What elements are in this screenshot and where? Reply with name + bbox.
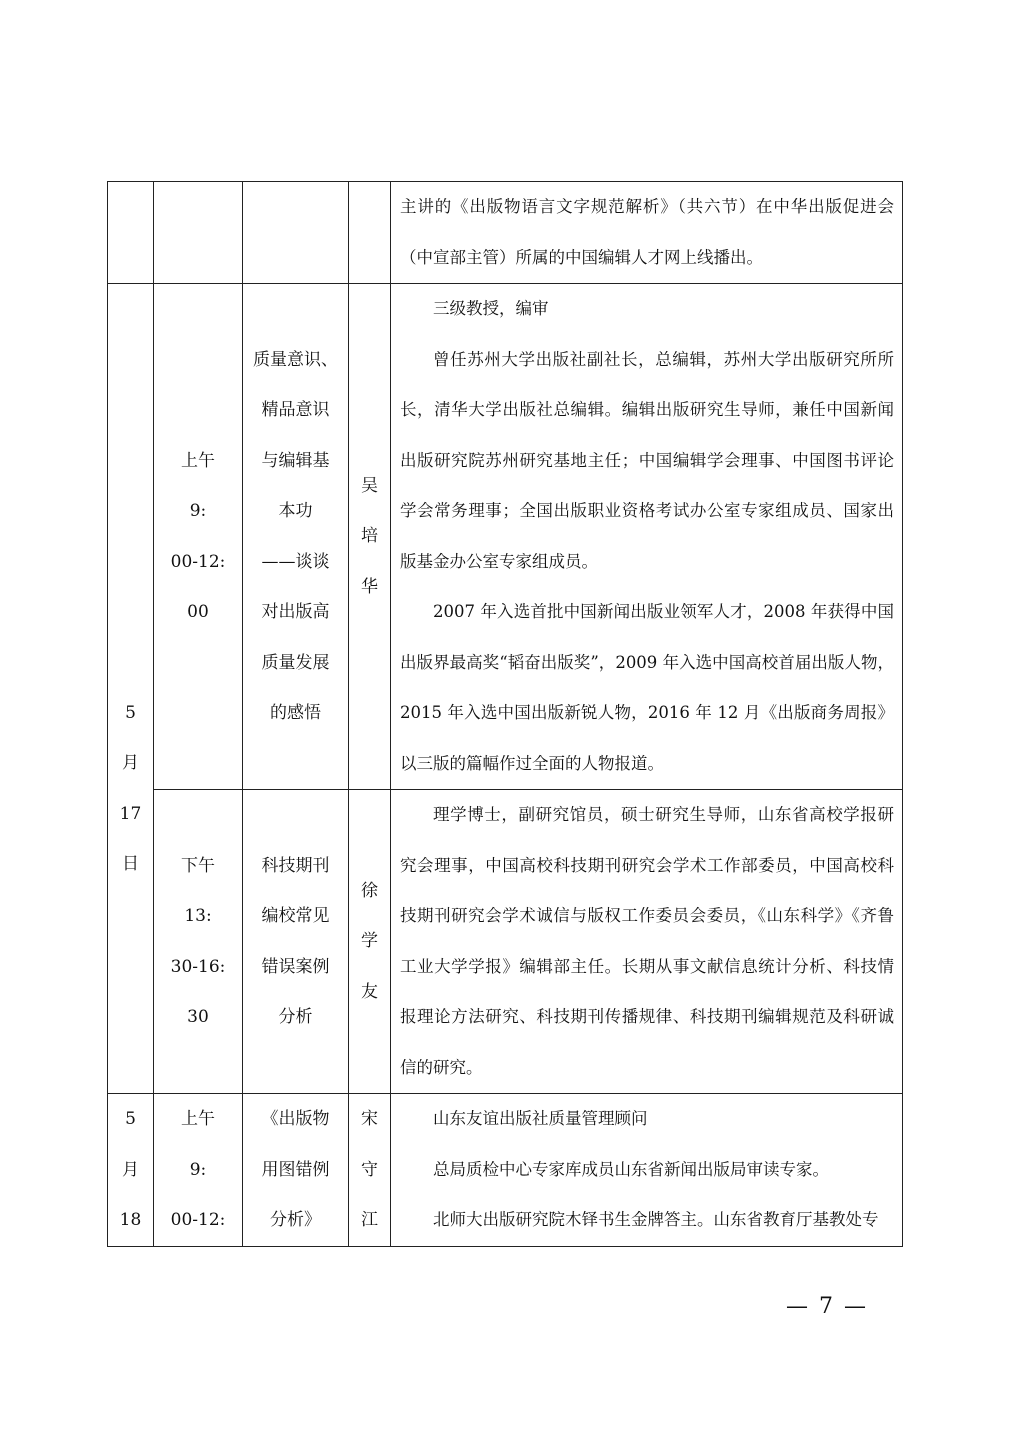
date-line: 月 (122, 753, 139, 773)
topic-line: 编校常见 (261, 906, 330, 926)
time-line: 30 (187, 1007, 209, 1027)
description-paragraph: 三级教授，编审 (433, 299, 549, 318)
time-cell (154, 182, 243, 284)
table-row-may17-pm (108, 790, 903, 1094)
topic-line: ——谈谈 (261, 551, 330, 572)
time-line: 9: (189, 501, 207, 521)
time-line: 00 (187, 602, 209, 622)
table-row-may17-am (108, 284, 903, 790)
date-line: 18 (119, 1210, 142, 1230)
time-line: 00-12: (170, 1210, 226, 1230)
time-line: 下午 (181, 855, 215, 876)
date-cell (108, 1094, 154, 1247)
speaker-char: 友 (361, 981, 378, 1002)
description-paragraph: 山东友谊出版社质量管理顾问 (433, 1109, 648, 1128)
description-cell (391, 790, 903, 1094)
date-line: 5 (125, 1109, 136, 1129)
topic-line: 质量发展 (261, 652, 330, 673)
speaker-char: 江 (361, 1210, 378, 1230)
description-paragraph: 理学博士，副研究馆员，硕士研究生导师，山东省高校学报研究会理事，中国高校科技期刊研究会学术工作部委员，中国高校科技期刊研究会学术诚信与版权工作委员会委员，《山东科学》《齐鲁工业大学学报》编辑部主任。长期从事文献信息统计分析、科技情报理论方法研究、科技期刊传播规律、科技期刊编辑规范及科研诚信的研究。 (400, 805, 894, 1077)
date-line: 月 (122, 1159, 139, 1180)
speaker-char: 学 (361, 931, 378, 952)
schedule-table (107, 181, 903, 1247)
speaker-cell (349, 284, 391, 790)
topic-line: 与编辑基 (261, 450, 330, 471)
time-line: 9: (189, 1159, 207, 1180)
time-line: 00-12: (170, 551, 226, 572)
description-cell (391, 284, 903, 790)
speaker-cell (349, 1094, 391, 1247)
description-cell (391, 182, 903, 284)
date-line: 5 (125, 702, 136, 723)
date-cell (108, 284, 154, 1094)
topic-line: 《出版物 (261, 1109, 330, 1129)
speaker-char: 徐 (361, 880, 378, 901)
topic-line: 对出版高 (261, 602, 330, 622)
date-line: 17 (119, 803, 142, 824)
speaker-char: 培 (361, 526, 378, 547)
topic-line: 的感悟 (270, 703, 321, 723)
description-cell (391, 1094, 903, 1247)
topic-line: 精品意识 (261, 400, 330, 420)
topic-line: 科技期刊 (261, 855, 330, 876)
description-paragraph: 北师大出版研究院木铎书生金牌答主。山东省教育厅基教处专 (433, 1210, 879, 1229)
table-row-may18 (108, 1094, 903, 1247)
description-paragraph: 总局质检中心专家库成员山东省新闻出版局审读专家。 (433, 1159, 829, 1179)
topic-line: 质量意识、 (253, 349, 338, 370)
description-paragraph: 曾任苏州大学出版社副社长，总编辑，苏州大学出版研究所所长，清华大学出版社总编辑。编辑出版研究生导师，兼任中国新闻出版研究院苏州研究基地主任；中国编辑学会理事、中国图书评论学会常务理事；全国出版职业资格考试办公室专家组成员、国家出版基金办公室专家组成员。 (400, 349, 894, 571)
speaker-char: 守 (361, 1159, 378, 1180)
time-cell (154, 790, 243, 1094)
speaker-char: 吴 (361, 475, 378, 496)
topic-line: 错误案例 (261, 956, 330, 977)
speaker-char: 宋 (361, 1109, 378, 1129)
time-cell (154, 284, 243, 790)
topic-cell (243, 284, 349, 790)
time-line: 上午 (181, 1109, 215, 1129)
topic-cell (243, 790, 349, 1094)
page-number: — 7 — (786, 1294, 868, 1319)
speaker-cell (349, 790, 391, 1094)
speaker-char: 华 (361, 576, 378, 597)
date-line: 日 (122, 854, 139, 874)
speaker-cell (349, 182, 391, 284)
description-paragraph: 2007 年入选首批中国新闻出版业领军人才，2008 年获得中国出版界最高奖“韬奋出版奖”，2009 年入选中国高校首届出版人物，2015 年入选中国出版新锐人物，2016 年 12 月《出版商务周报》以三版的篇幅作过全面的人物报道。 (400, 602, 894, 773)
topic-line: 分析 (278, 1007, 313, 1027)
date-cell (108, 182, 154, 284)
time-line: 13: (184, 906, 212, 926)
topic-cell (243, 1094, 349, 1247)
table-row-continuation (108, 182, 903, 284)
topic-line: 本功 (278, 501, 313, 521)
topic-line: 分析》 (270, 1210, 321, 1230)
time-line: 30-16: (170, 956, 226, 977)
topic-cell (243, 182, 349, 284)
time-line: 上午 (181, 450, 215, 471)
description-paragraph: 主讲的《出版物语言文字规范解析》（共六节）在中华出版促进会（中宣部主管）所属的中国编辑人才网上线播出。 (400, 197, 894, 267)
topic-line: 用图错例 (261, 1159, 330, 1180)
time-cell (154, 1094, 243, 1247)
